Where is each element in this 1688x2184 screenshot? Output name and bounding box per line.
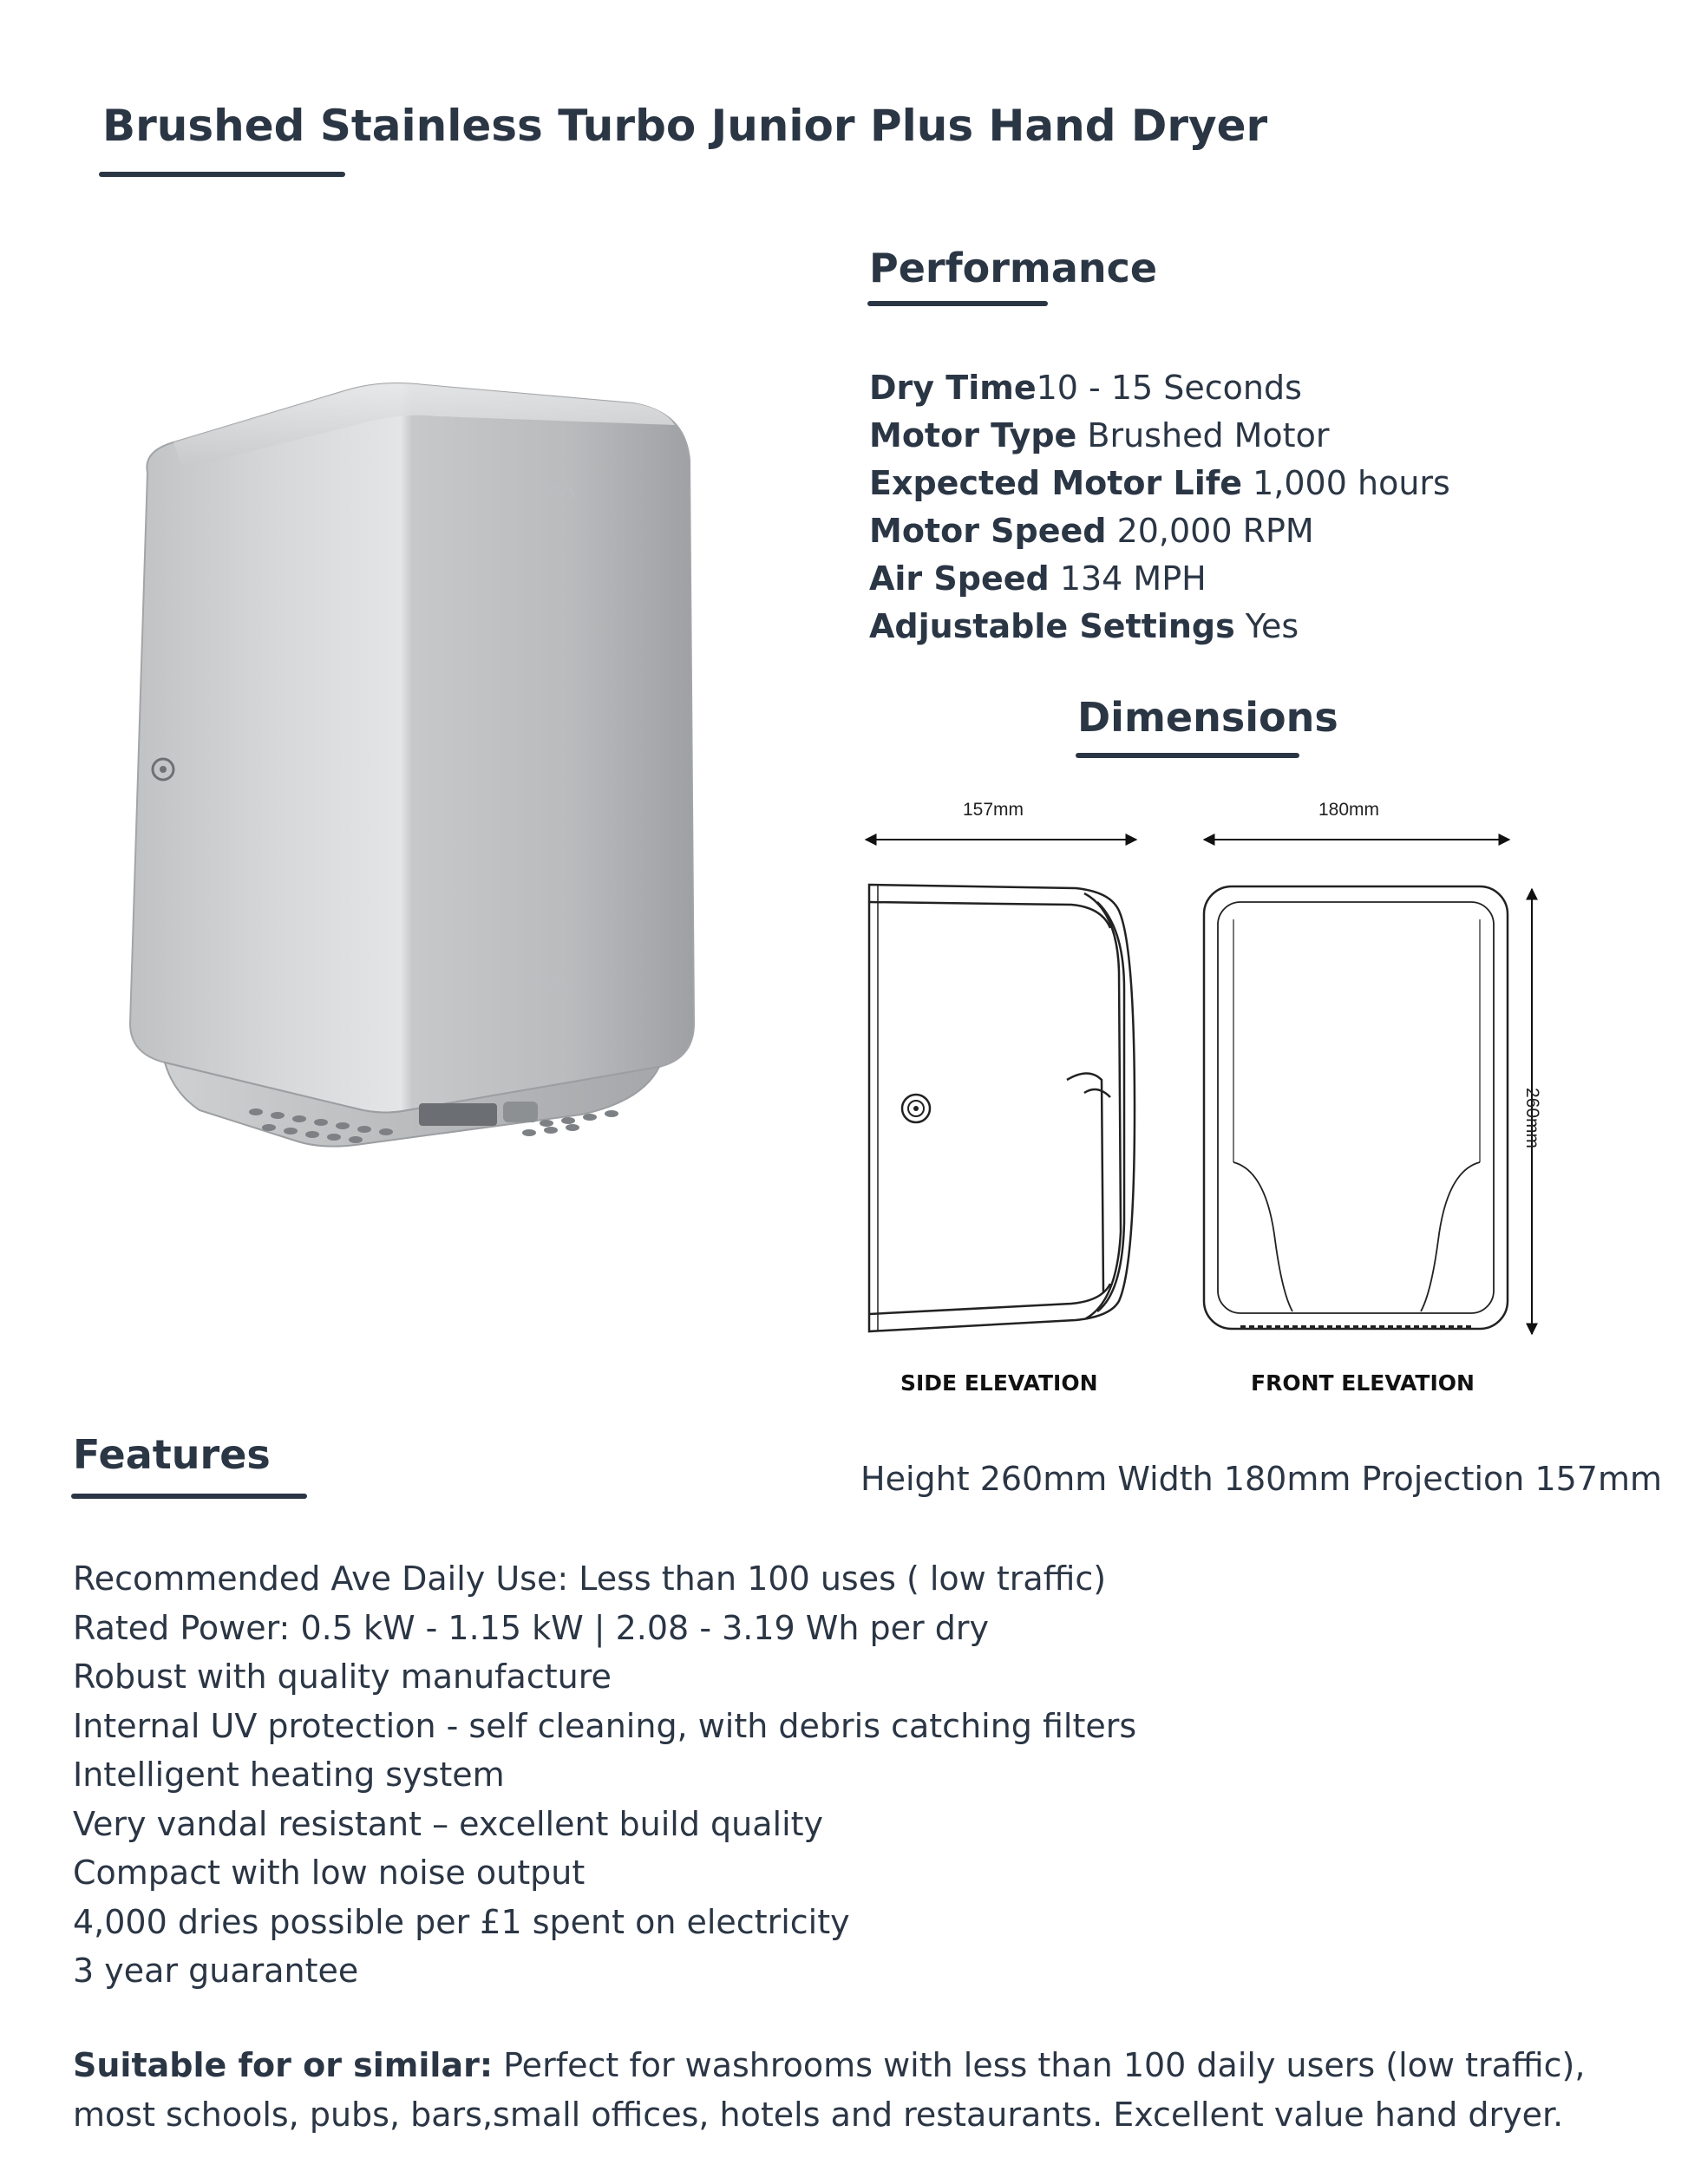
list-item: Internal UV protection - self cleaning, with debris catching filters (73, 1706, 1137, 1745)
list-item: Very vandal resistant – excellent build quality (73, 1804, 824, 1843)
title-underline (99, 172, 345, 177)
dimensions-underline (1076, 753, 1299, 758)
list-item: Compact with low noise output (73, 1854, 586, 1892)
performance-underline (867, 301, 1048, 306)
side-elevation-label: SIDE ELEVATION (900, 1370, 1098, 1396)
performance-heading: Performance (869, 245, 1158, 291)
dimension-drawing (859, 781, 1596, 1405)
spec-adjustable-settings (869, 603, 1450, 651)
width-label: 180mm (1318, 800, 1380, 820)
spec-value: 134 MPH (1049, 559, 1207, 598)
features-list (73, 1554, 1136, 1996)
spec-value: 1,000 hours (1242, 464, 1450, 502)
dimensions-heading: Dimensions (1077, 694, 1338, 741)
spec-value: Yes (1234, 607, 1299, 645)
list-item: Robust with quality manufacture (73, 1658, 612, 1696)
spec-label: Expected Motor Life (869, 464, 1243, 502)
product-image (95, 364, 729, 1162)
spec-value: 20,000 RPM (1106, 512, 1314, 550)
technical-drawing (859, 781, 1596, 1405)
spec-motor-speed (869, 507, 1450, 555)
dimensions-summary: Height 260mm Width 180mm Projection 157mm (860, 1460, 1663, 1498)
page-title: Brushed Stainless Turbo Junior Plus Hand Dryer (102, 101, 1268, 151)
spec-label: Adjustable Settings (869, 607, 1235, 645)
list-item: 3 year guarantee (73, 1952, 359, 1990)
spec-motor-life (869, 460, 1450, 507)
spec-label: Motor Speed (869, 512, 1107, 550)
list-item: 4,000 dries possible per £1 spent on electricity (73, 1902, 850, 1941)
spec-motor-type (869, 412, 1450, 460)
list-item: Intelligent heating system (73, 1756, 505, 1794)
front-elevation-drawing (1204, 886, 1508, 1329)
list-item: Recommended Ave Daily Use: Less than 100 uses ( low traffic) (73, 1560, 1107, 1598)
spec-dry-time (869, 364, 1450, 412)
front-elevation-label: FRONT ELEVATION (1251, 1370, 1475, 1396)
features-heading: Features (73, 1431, 271, 1478)
performance-specs (869, 364, 1450, 651)
projection-label: 157mm (963, 800, 1024, 820)
spec-label: Dry Time (869, 369, 1037, 407)
list-item: Rated Power: 0.5 kW - 1.15 kW | 2.08 - 3.19 Wh per dry (73, 1608, 989, 1647)
height-label: 260mm (1522, 1088, 1542, 1149)
features-underline (71, 1494, 307, 1499)
spec-value: Brushed Motor (1076, 416, 1330, 454)
suitable-label: Suitable for or similar: (73, 2046, 494, 2084)
spec-label: Air Speed (869, 559, 1050, 598)
suitable-paragraph (73, 2041, 1652, 2140)
spec-air-speed (869, 555, 1450, 603)
suitable-text: Perfect for washrooms with less than 100 daily users (low traffic), most schools, pubs, bars,small offices, hotels and restaurants. Excellent value hand dryer. (73, 2046, 1586, 2134)
hand-dryer-illustration (95, 364, 729, 1162)
spec-label: Motor Type (869, 416, 1077, 454)
side-screw-icon (902, 1095, 930, 1122)
spec-value: 10 - 15 Seconds (1036, 369, 1302, 407)
